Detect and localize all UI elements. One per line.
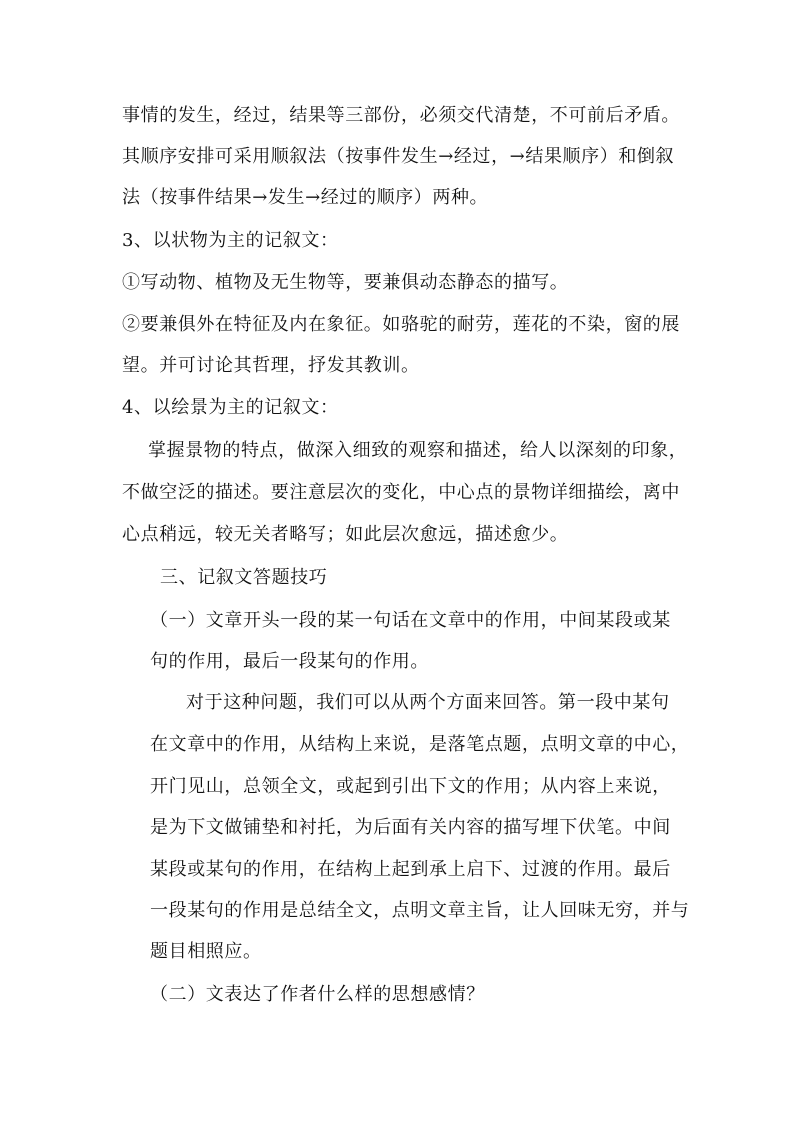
paragraph-line: 开门见山，总领全文，或起到引出下文的作用；从内容上来说， bbox=[150, 776, 671, 797]
list-item: ①写动物、植物及无生物等，要兼俱动态静态的描写。 bbox=[122, 272, 569, 293]
section-heading: 三、记叙文答题技巧 bbox=[160, 567, 328, 588]
paragraph-line: 题目相照应。 bbox=[150, 941, 262, 962]
paragraph-line: 在文章中的作用，从结构上来说，是落笔点题，点明文章的中心， bbox=[150, 734, 690, 755]
paragraph-line: 某段或某句的作用，在结构上起到承上启下、过渡的作用。最后 bbox=[150, 859, 671, 880]
paragraph-line: 事情的发生，经过，结果等三部份，必须交代清楚，不可前后矛盾。 bbox=[122, 105, 680, 126]
question-heading: （一）文章开头一段的某一句话在文章中的作用，中间某段或某 bbox=[150, 610, 671, 631]
question-heading: 句的作用，最后一段某句的作用。 bbox=[150, 651, 429, 672]
paragraph-line: 对于这种问题，我们可以从两个方面来回答。第一段中某句 bbox=[186, 692, 670, 713]
paragraph-line: 法（按事件结果→发生→经过的顺序）两种。 bbox=[122, 187, 489, 208]
question-heading: （二）文表达了作者什么样的思想感情？ bbox=[150, 984, 485, 1005]
section-heading: 3、以状物为主的记叙文： bbox=[122, 230, 339, 251]
paragraph-line: 是为下文做铺垫和衬托，为后面有关内容的描写埋下伏笔。中间 bbox=[150, 817, 671, 838]
paragraph-line: 一段某句的作用是总结全文，点明文章主旨，让人回味无穷，并与 bbox=[150, 900, 690, 921]
paragraph-line: 不做空泛的描述。要注意层次的变化，中心点的景物详细描绘，离中 bbox=[122, 482, 680, 503]
list-item: ②要兼俱外在特征及内在象征。如骆驼的耐劳，莲花的不染，窗的展 bbox=[122, 314, 680, 335]
paragraph-line: 望。并可讨论其哲理，抒发其教训。 bbox=[122, 355, 420, 376]
section-heading: 4、以绘景为主的记叙文： bbox=[122, 397, 339, 418]
paragraph-line: 掌握景物的特点，做深入细致的观察和描述，给人以深刻的印象， bbox=[148, 440, 688, 461]
paragraph-line: 其顺序安排可采用顺叙法（按事件发生→经过，→结果顺序）和倒叙 bbox=[122, 146, 675, 167]
paragraph-line: 心点稍远，较无关者略写；如此层次愈远，描述愈少。 bbox=[122, 524, 569, 545]
